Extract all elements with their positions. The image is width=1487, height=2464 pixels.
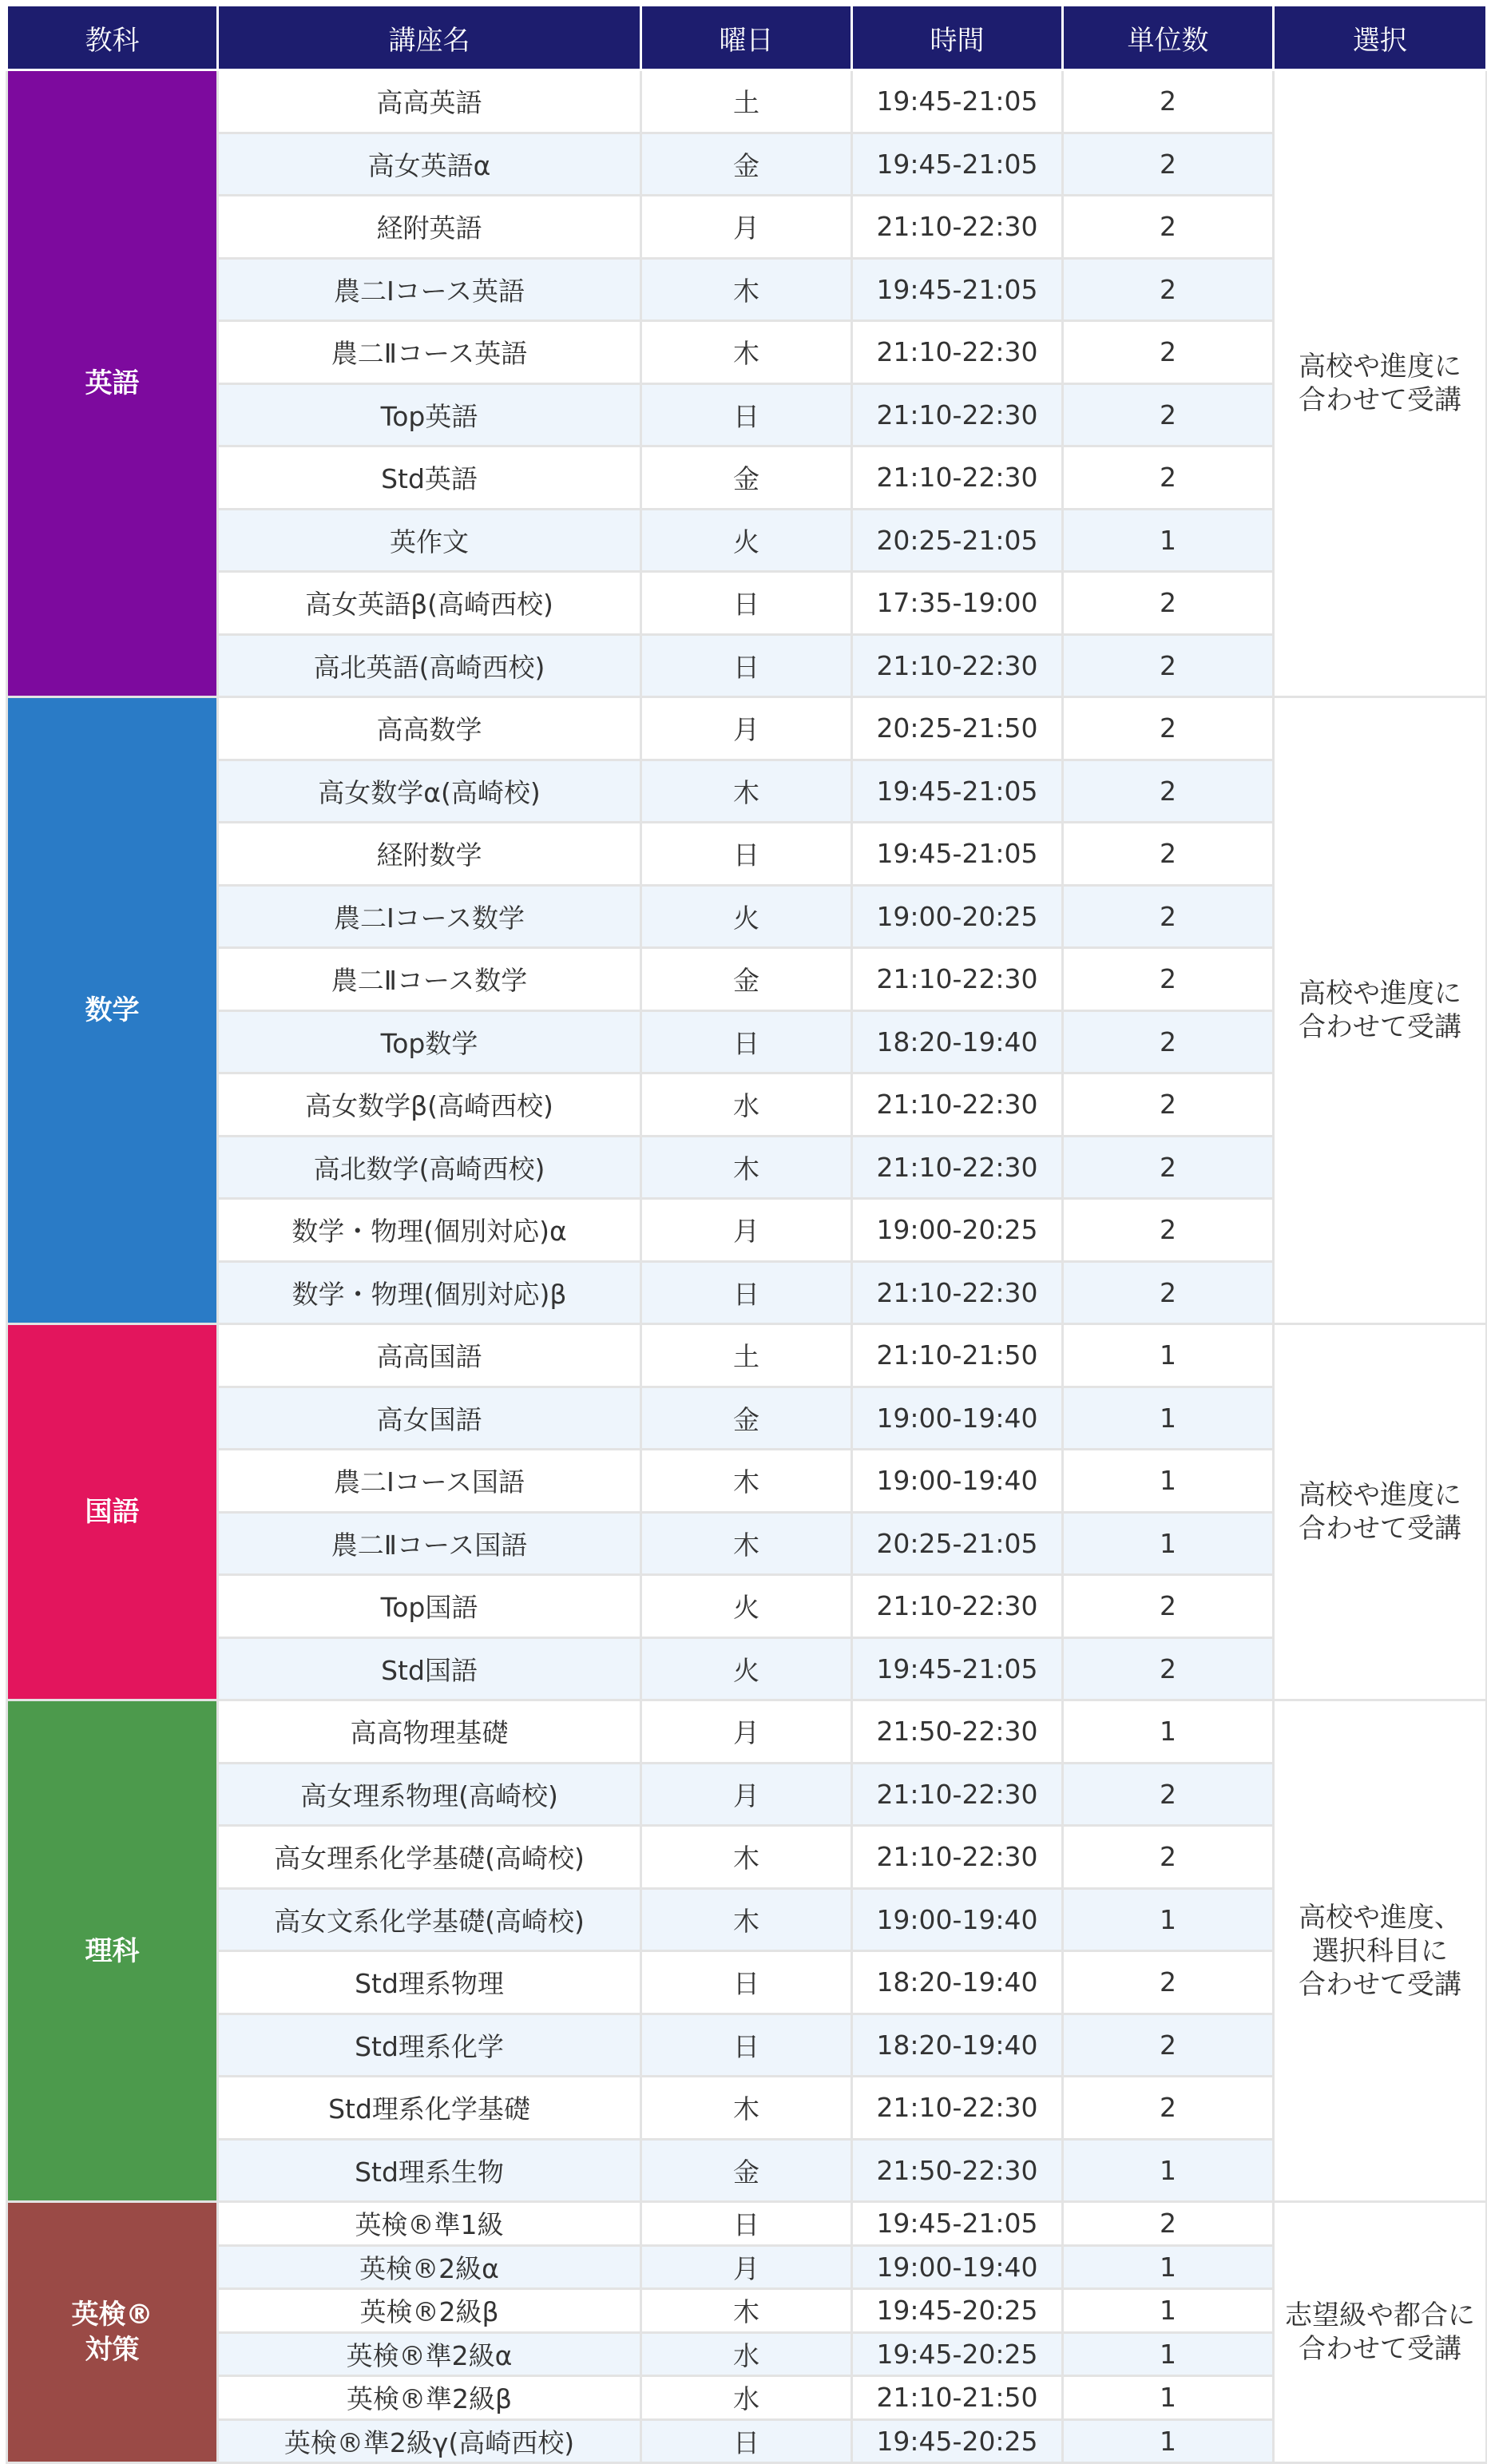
course-name-cell: 高北英語(高崎西校): [218, 634, 641, 697]
day-cell: 木: [641, 2077, 852, 2140]
selection-note: 高校や進度、 選択科目に 合わせて受講: [1299, 1901, 1461, 2001]
time-cell: 21:10-22:30: [852, 948, 1063, 1011]
units-cell: 1: [1063, 2139, 1274, 2202]
subject-label: 国語: [85, 1496, 140, 1528]
day-cell: 水: [641, 2376, 852, 2420]
course-name-cell: 経附英語: [218, 196, 641, 259]
units-cell: 2: [1063, 2202, 1274, 2246]
table-row: [7, 760, 1487, 823]
units-cell: 2: [1063, 1826, 1274, 1889]
time-cell: 21:10-22:30: [852, 321, 1063, 384]
day-cell: 火: [641, 509, 852, 572]
time-cell: 19:00-20:25: [852, 1199, 1063, 1262]
time-cell: 21:10-22:30: [852, 1073, 1063, 1137]
day-cell: 木: [641, 1512, 852, 1575]
time-cell: 21:10-22:30: [852, 634, 1063, 697]
selection-note: 高校や進度に 合わせて受講: [1299, 1479, 1461, 1545]
time-cell: 19:00-19:40: [852, 1450, 1063, 1513]
group-math: [7, 697, 1487, 1324]
day-cell: 水: [641, 2332, 852, 2376]
time-cell: 19:00-19:40: [852, 1888, 1063, 1951]
selection-cell: [1274, 1324, 1487, 1700]
units-cell: 2: [1063, 948, 1274, 1011]
day-cell: 日: [641, 2014, 852, 2077]
selection-cell: [1274, 2202, 1487, 2463]
table-row: [7, 2245, 1487, 2289]
table-row: [7, 634, 1487, 697]
units-cell: 2: [1063, 2077, 1274, 2140]
day-cell: 木: [641, 1888, 852, 1951]
time-cell: 21:50-22:30: [852, 2139, 1063, 2202]
units-cell: 1: [1063, 1700, 1274, 1764]
units-cell: 2: [1063, 446, 1274, 510]
course-name-cell: Top数学: [218, 1010, 641, 1073]
table-row: [7, 1763, 1487, 1826]
day-cell: 日: [641, 383, 852, 446]
units-cell: 1: [1063, 2419, 1274, 2463]
table-row: [7, 823, 1487, 886]
time-cell: 19:00-19:40: [852, 2245, 1063, 2289]
table-row: [7, 2077, 1487, 2140]
units-cell: 2: [1063, 634, 1274, 697]
time-cell: 19:45-21:05: [852, 70, 1063, 133]
table-row: [7, 1826, 1487, 1889]
day-cell: 土: [641, 1324, 852, 1387]
time-cell: 21:10-21:50: [852, 2376, 1063, 2420]
selection-note: 高校や進度に 合わせて受講: [1299, 351, 1461, 416]
group-science: [7, 1700, 1487, 2202]
time-cell: 21:10-22:30: [852, 2077, 1063, 2140]
day-cell: 日: [641, 634, 852, 697]
day-cell: 金: [641, 1387, 852, 1450]
units-cell: 2: [1063, 1199, 1274, 1262]
day-cell: 日: [641, 1951, 852, 2014]
course-name-cell: 数学・物理(個別対応)β: [218, 1261, 641, 1324]
day-cell: 日: [641, 572, 852, 635]
day-cell: 金: [641, 948, 852, 1011]
group-english: [7, 70, 1487, 697]
table-row: [7, 948, 1487, 1011]
table-row: [7, 1951, 1487, 2014]
header-time: 時間: [852, 6, 1063, 70]
units-cell: 1: [1063, 1387, 1274, 1450]
subject-label: 英語: [85, 367, 140, 399]
course-name-cell: 高女国語: [218, 1387, 641, 1450]
time-cell: 20:25-21:50: [852, 697, 1063, 760]
time-cell: 21:10-21:50: [852, 1324, 1063, 1387]
header-course-name: 講座名: [218, 6, 641, 70]
table-row: [7, 2376, 1487, 2420]
units-cell: 1: [1063, 2332, 1274, 2376]
table-row: [7, 1136, 1487, 1199]
subject-cell: [7, 2202, 218, 2463]
course-name-cell: 高女英語α: [218, 133, 641, 196]
course-name-cell: Std理系生物: [218, 2139, 641, 2202]
day-cell: 月: [641, 1700, 852, 1764]
course-name-cell: 高女英語β(高崎西校): [218, 572, 641, 635]
time-cell: 19:45-20:25: [852, 2419, 1063, 2463]
day-cell: 木: [641, 1826, 852, 1889]
time-cell: 21:10-22:30: [852, 1136, 1063, 1199]
day-cell: 日: [641, 2202, 852, 2246]
day-cell: 日: [641, 1261, 852, 1324]
table-row: [7, 1888, 1487, 1951]
units-cell: 1: [1063, 509, 1274, 572]
course-name-cell: Std理系化学: [218, 2014, 641, 2077]
header-day: 曜日: [641, 6, 852, 70]
units-cell: 2: [1063, 760, 1274, 823]
time-cell: 18:20-19:40: [852, 2014, 1063, 2077]
table-row: [7, 2332, 1487, 2376]
table-row: [7, 383, 1487, 446]
course-name-cell: 農二Ⅰコース国語: [218, 1450, 641, 1513]
day-cell: 日: [641, 2419, 852, 2463]
table-row: [7, 1010, 1487, 1073]
course-name-cell: 高女理系物理(高崎校): [218, 1763, 641, 1826]
table-row: [7, 1450, 1487, 1513]
table-row: [7, 1700, 1487, 1764]
time-cell: 19:45-21:05: [852, 823, 1063, 886]
course-name-cell: 高女理系化学基礎(高崎校): [218, 1826, 641, 1889]
units-cell: 1: [1063, 2245, 1274, 2289]
units-cell: 1: [1063, 1888, 1274, 1951]
day-cell: 木: [641, 2289, 852, 2333]
course-name-cell: Std理系物理: [218, 1951, 641, 2014]
units-cell: 2: [1063, 1637, 1274, 1700]
header-row: [7, 6, 1487, 70]
units-cell: 2: [1063, 823, 1274, 886]
units-cell: 2: [1063, 1010, 1274, 1073]
course-name-cell: Top英語: [218, 383, 641, 446]
table-row: [7, 1637, 1487, 1700]
day-cell: 月: [641, 196, 852, 259]
course-name-cell: 農二Ⅱコース数学: [218, 948, 641, 1011]
course-name-cell: 数学・物理(個別対応)α: [218, 1199, 641, 1262]
time-cell: 21:10-22:30: [852, 1575, 1063, 1638]
day-cell: 日: [641, 823, 852, 886]
time-cell: 19:45-20:25: [852, 2289, 1063, 2333]
table-row: [7, 885, 1487, 948]
day-cell: 木: [641, 258, 852, 321]
course-schedule-table: [6, 4, 1487, 2464]
time-cell: 19:45-21:05: [852, 760, 1063, 823]
day-cell: 月: [641, 697, 852, 760]
time-cell: 18:20-19:40: [852, 1951, 1063, 2014]
table-row: [7, 2419, 1487, 2463]
day-cell: 月: [641, 2245, 852, 2289]
course-name-cell: 英検®準2級γ(高崎西校): [218, 2419, 641, 2463]
table-row: [7, 196, 1487, 259]
time-cell: 20:25-21:05: [852, 1512, 1063, 1575]
day-cell: 日: [641, 1010, 852, 1073]
table-row: [7, 1261, 1487, 1324]
table-row: [7, 2289, 1487, 2333]
course-name-cell: 英検®準1級: [218, 2202, 641, 2246]
course-name-cell: 高女文系化学基礎(高崎校): [218, 1888, 641, 1951]
selection-cell: [1274, 1700, 1487, 2202]
units-cell: 2: [1063, 697, 1274, 760]
day-cell: 木: [641, 321, 852, 384]
table-row: [7, 1512, 1487, 1575]
course-name-cell: 高北数学(高崎西校): [218, 1136, 641, 1199]
course-name-cell: 農二Ⅱコース国語: [218, 1512, 641, 1575]
time-cell: 20:25-21:05: [852, 509, 1063, 572]
day-cell: 金: [641, 133, 852, 196]
time-cell: 21:10-22:30: [852, 1826, 1063, 1889]
time-cell: 21:10-22:30: [852, 1763, 1063, 1826]
course-name-cell: 農二Ⅰコース数学: [218, 885, 641, 948]
table-row: [7, 1073, 1487, 1137]
time-cell: 21:10-22:30: [852, 383, 1063, 446]
units-cell: 2: [1063, 70, 1274, 133]
course-name-cell: 英検®2級α: [218, 2245, 641, 2289]
group-japanese: [7, 1324, 1487, 1700]
table-row: [7, 2139, 1487, 2202]
course-name-cell: 英検®2級β: [218, 2289, 641, 2333]
course-name-cell: 高女数学α(高崎校): [218, 760, 641, 823]
day-cell: 水: [641, 1073, 852, 1137]
day-cell: 金: [641, 2139, 852, 2202]
day-cell: 火: [641, 1637, 852, 1700]
course-name-cell: Std理系化学基礎: [218, 2077, 641, 2140]
time-cell: 19:00-19:40: [852, 1387, 1063, 1450]
units-cell: 2: [1063, 1575, 1274, 1638]
time-cell: 19:45-21:05: [852, 1637, 1063, 1700]
units-cell: 2: [1063, 2014, 1274, 2077]
table-row: [7, 2202, 1487, 2246]
units-cell: 2: [1063, 258, 1274, 321]
units-cell: 1: [1063, 1512, 1274, 1575]
day-cell: 木: [641, 1450, 852, 1513]
selection-note: 志望級や都合に 合わせて受講: [1285, 2299, 1475, 2365]
time-cell: 17:35-19:00: [852, 572, 1063, 635]
course-name-cell: 高高物理基礎: [218, 1700, 641, 1764]
units-cell: 1: [1063, 2289, 1274, 2333]
table-row: [7, 697, 1487, 760]
header-subject: 教科: [7, 6, 218, 70]
time-cell: 19:45-21:05: [852, 133, 1063, 196]
table-row: [7, 321, 1487, 384]
units-cell: 1: [1063, 1324, 1274, 1387]
units-cell: 2: [1063, 572, 1274, 635]
subject-cell: [7, 1324, 218, 1700]
subject-cell: [7, 1700, 218, 2202]
units-cell: 2: [1063, 383, 1274, 446]
course-name-cell: 英検®準2級α: [218, 2332, 641, 2376]
table-row: [7, 1575, 1487, 1638]
time-cell: 19:45-21:05: [852, 258, 1063, 321]
subject-cell: [7, 697, 218, 1324]
day-cell: 金: [641, 446, 852, 510]
course-name-cell: Top国語: [218, 1575, 641, 1638]
course-name-cell: 高高英語: [218, 70, 641, 133]
course-name-cell: 英検®準2級β: [218, 2376, 641, 2420]
table-row: [7, 2014, 1487, 2077]
time-cell: 21:50-22:30: [852, 1700, 1063, 1764]
units-cell: 2: [1063, 885, 1274, 948]
units-cell: 2: [1063, 1136, 1274, 1199]
table-row: [7, 509, 1487, 572]
course-name-cell: 高高国語: [218, 1324, 641, 1387]
time-cell: 21:10-22:30: [852, 1261, 1063, 1324]
units-cell: 2: [1063, 1951, 1274, 2014]
units-cell: 2: [1063, 1763, 1274, 1826]
units-cell: 2: [1063, 1261, 1274, 1324]
units-cell: 2: [1063, 133, 1274, 196]
table-row: [7, 133, 1487, 196]
time-cell: 21:10-22:30: [852, 446, 1063, 510]
day-cell: 木: [641, 1136, 852, 1199]
subject-cell: [7, 70, 218, 697]
group-kentei: [7, 2202, 1487, 2463]
header-selection: 選択: [1274, 6, 1487, 70]
units-cell: 1: [1063, 2376, 1274, 2420]
day-cell: 月: [641, 1199, 852, 1262]
time-cell: 19:45-21:05: [852, 2202, 1063, 2246]
units-cell: 2: [1063, 321, 1274, 384]
units-cell: 2: [1063, 196, 1274, 259]
time-cell: 18:20-19:40: [852, 1010, 1063, 1073]
course-name-cell: 農二Ⅱコース英語: [218, 321, 641, 384]
course-name-cell: Std英語: [218, 446, 641, 510]
table-row: [7, 572, 1487, 635]
table-row: [7, 1387, 1487, 1450]
course-name-cell: 農二Ⅰコース英語: [218, 258, 641, 321]
course-name-cell: Std国語: [218, 1637, 641, 1700]
time-cell: 19:45-20:25: [852, 2332, 1063, 2376]
table-row: [7, 1199, 1487, 1262]
table-row: [7, 1324, 1487, 1387]
day-cell: 木: [641, 760, 852, 823]
table-row: [7, 446, 1487, 510]
day-cell: 土: [641, 70, 852, 133]
table-row: [7, 70, 1487, 133]
course-name-cell: 高高数学: [218, 697, 641, 760]
day-cell: 月: [641, 1763, 852, 1826]
units-cell: 1: [1063, 1450, 1274, 1513]
selection-cell: [1274, 697, 1487, 1324]
units-cell: 2: [1063, 1073, 1274, 1137]
day-cell: 火: [641, 1575, 852, 1638]
course-name-cell: 英作文: [218, 509, 641, 572]
time-cell: 21:10-22:30: [852, 196, 1063, 259]
selection-note: 高校や進度に 合わせて受講: [1299, 978, 1461, 1043]
course-name-cell: 高女数学β(高崎西校): [218, 1073, 641, 1137]
header-units: 単位数: [1063, 6, 1274, 70]
subject-label: 数学: [85, 994, 140, 1026]
table-row: [7, 258, 1487, 321]
selection-cell: [1274, 70, 1487, 697]
subject-label: 英検® 対策: [71, 2299, 153, 2366]
course-name-cell: 経附数学: [218, 823, 641, 886]
time-cell: 19:00-20:25: [852, 885, 1063, 948]
subject-label: 理科: [85, 1934, 140, 1967]
day-cell: 火: [641, 885, 852, 948]
